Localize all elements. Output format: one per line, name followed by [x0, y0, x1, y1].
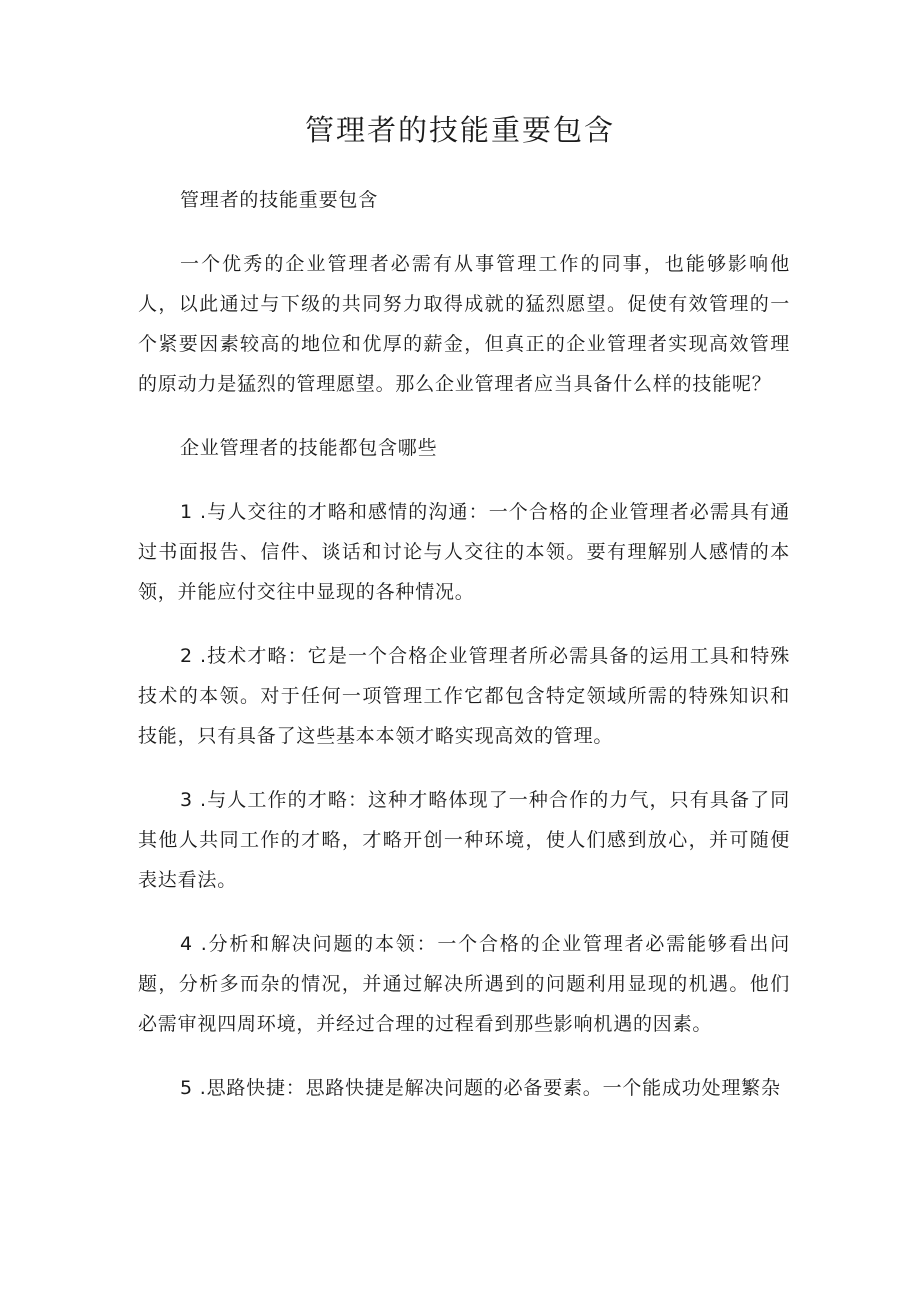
item-number: 4	[180, 933, 193, 955]
section-heading: 企业管理者的技能都包含哪些	[180, 437, 438, 459]
item-number: 1	[180, 501, 193, 523]
item-text: .思路快捷：思路快捷是解决问题的必备要素。一个能成功处理繁杂	[199, 1077, 781, 1099]
list-item	[138, 780, 790, 900]
list-item	[138, 492, 790, 612]
document-body	[138, 180, 790, 1132]
item-number: 5	[180, 1077, 193, 1099]
item-number: 2	[180, 645, 193, 667]
item-text: .分析和解决问题的本领：一个合格的企业管理者必需能够看出问题，分析多而杂的情况，并通过解决所遇到的问题利用显现的机遇。他们必需审视四周环境，并经过合理的过程看到那些影响机遇的因素。	[138, 933, 790, 1035]
list-item	[138, 1068, 790, 1108]
list-item	[138, 636, 790, 756]
item-text: .技术才略：它是一个合格企业管理者所必需具备的运用工具和特殊技术的本领。对于任何一项管理工作它都包含特定领域所需的特殊知识和技能，只有具备了这些基本本领才略实现高效的管理。	[138, 645, 790, 747]
item-text: .与人工作的才略：这种才略体现了一种合作的力气，只有具备了同其他人共同工作的才略，才略开创一种环境，使人们感到放心，并可随便表达看法。	[138, 789, 790, 891]
subtitle-paragraph: 管理者的技能重要包含	[180, 189, 379, 211]
item-text: .与人交往的才略和感情的沟通：一个合格的企业管理者必需具有通过书面报告、信件、谈话和讨论与人交往的本领。要有理解别人感情的本领，并能应付交往中显现的各种情况。	[138, 501, 790, 603]
document-title: 管理者的技能重要包含	[304, 113, 615, 147]
list-item	[138, 924, 790, 1044]
item-number: 3	[180, 789, 193, 811]
intro-paragraph: 一个优秀的企业管理者必需有从事管理工作的同事，也能够影响他人，以此通过与下级的共同努力取得成就的猛烈愿望。促使有效管理的一个紧要因素较高的地位和优厚的薪金，但真正的企业管理者实现高效管理的原动力是猛烈的管理愿望。那么企业管理者应当具备什么样的技能呢？	[138, 253, 790, 395]
